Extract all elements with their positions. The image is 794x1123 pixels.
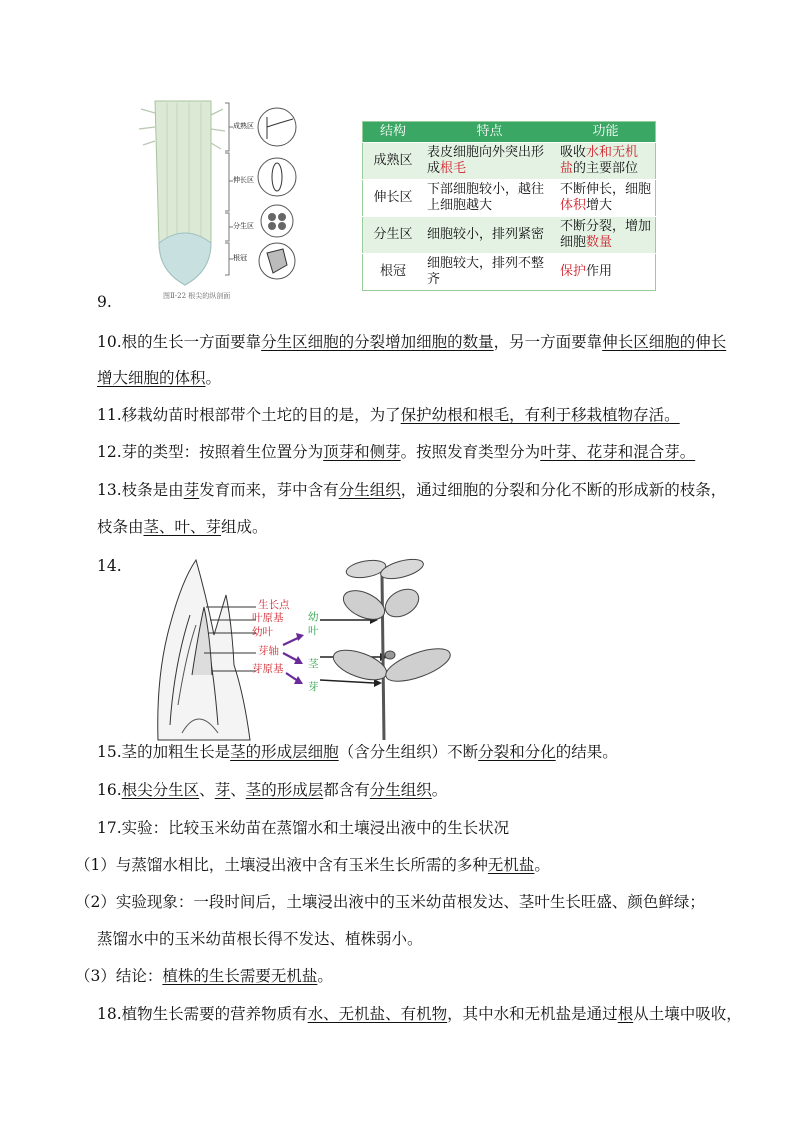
branch-label: 幼 xyxy=(308,611,319,623)
item-15: 15.茎的加粗生长是茎的形成层细胞（含分生组织）不断分裂和分化的结果。 xyxy=(97,743,618,761)
item-17-title: 17.实验：比较玉米幼苗在蒸馏水和土壤浸出液中的生长状况 xyxy=(97,819,510,837)
table-row xyxy=(363,217,656,254)
table-cell: 不断伸长，细胞体积增大 xyxy=(556,180,656,217)
root-zone-label: 成熟区 xyxy=(233,122,254,130)
bud-label: 芽原基 xyxy=(252,663,284,675)
branch-label: 茎 xyxy=(308,658,319,670)
root-structure-table xyxy=(362,121,656,291)
figure-caption: 图Ⅱ-22 根尖的纵剖面 xyxy=(163,292,231,300)
root-zone-label: 根冠 xyxy=(233,254,247,262)
root-tip-illustration xyxy=(127,93,307,303)
table-cell: 细胞较小，排列紧密 xyxy=(423,217,556,254)
table-header: 功能 xyxy=(556,122,656,143)
table-header: 特点 xyxy=(423,122,556,143)
table-cell: 细胞较大，排列不整齐 xyxy=(423,254,556,291)
item-16: 16.根尖分生区、芽、茎的形成层都含有分生组织。 xyxy=(97,781,448,799)
bud-label: 芽轴 xyxy=(258,645,279,657)
table-cell: 保护作用 xyxy=(556,254,656,291)
table-row xyxy=(363,254,656,291)
item-17-step2-cont: 蒸馏水中的玉米幼苗根长得不发达、植株弱小。 xyxy=(97,930,423,948)
table-cell: 成熟区 xyxy=(363,143,424,180)
table-cell: 吸收水和无机盐的主要部位 xyxy=(556,143,656,180)
root-zone-label: 分生区 xyxy=(233,222,254,230)
item-14-number: 14. xyxy=(97,557,122,575)
table-cell: 根冠 xyxy=(363,254,424,291)
item-10-line1: 10.根的生长一方面要靠分生区细胞的分裂增加细胞的数量，另一方面要靠伸长区细胞的伸长 xyxy=(97,333,727,351)
bud-branch-figure xyxy=(148,555,458,745)
root-zone-label: 伸长区 xyxy=(233,176,254,184)
branch-label: 芽 xyxy=(308,681,319,693)
item-12: 12.芽的类型：按照着生位置分为顶芽和侧芽。按照发育类型分为叶芽、花芽和混合芽。 xyxy=(97,443,696,461)
table-row xyxy=(363,143,656,180)
table-header: 结构 xyxy=(363,122,424,143)
branch-label: 叶 xyxy=(308,625,319,637)
item-17-step2: （2）实验现象：一段时间后，土壤浸出液中的玉米幼苗根发达、茎叶生长旺盛、颜色鲜绿； xyxy=(75,893,705,911)
item-17-step3: （3）结论：植株的生长需要无机盐。 xyxy=(75,967,333,985)
table-row xyxy=(363,180,656,217)
bud-label: 生长点 xyxy=(258,599,290,611)
table-cell: 下部细胞较小，越往上细胞越大 xyxy=(423,180,556,217)
bud-branch-illustration xyxy=(148,555,458,745)
item-10-line2: 增大细胞的体积。 xyxy=(97,369,222,387)
item-13-line1: 13.枝条是由芽发育而来，芽中含有分生组织，通过细胞的分裂和分化不断的形成新的枝条， xyxy=(97,481,727,499)
table-cell: 不断分裂，增加细胞数量 xyxy=(556,217,656,254)
bud-label: 叶原基 xyxy=(252,612,284,624)
table-cell: 分生区 xyxy=(363,217,424,254)
root-tip-figure xyxy=(127,93,307,303)
item-11: 11.移栽幼苗时根部带个土坨的目的是，为了保护幼根和根毛，有利于移栽植物存活。 xyxy=(97,406,680,424)
figure-9-number: 9. xyxy=(97,293,112,311)
table-cell: 伸长区 xyxy=(363,180,424,217)
bud-label: 幼叶 xyxy=(252,626,273,638)
table-cell: 表皮细胞向外突出形成根毛 xyxy=(423,143,556,180)
item-13-line2: 枝条由茎、叶、芽组成。 xyxy=(97,518,268,536)
item-17-step1: （1）与蒸馏水相比，土壤浸出液中含有玉米生长所需的多种无机盐。 xyxy=(75,856,550,874)
item-18: 18.植物生长需要的营养物质有水、无机盐、有机物，其中水和无机盐是通过根从土壤中吸收， xyxy=(97,1005,742,1023)
